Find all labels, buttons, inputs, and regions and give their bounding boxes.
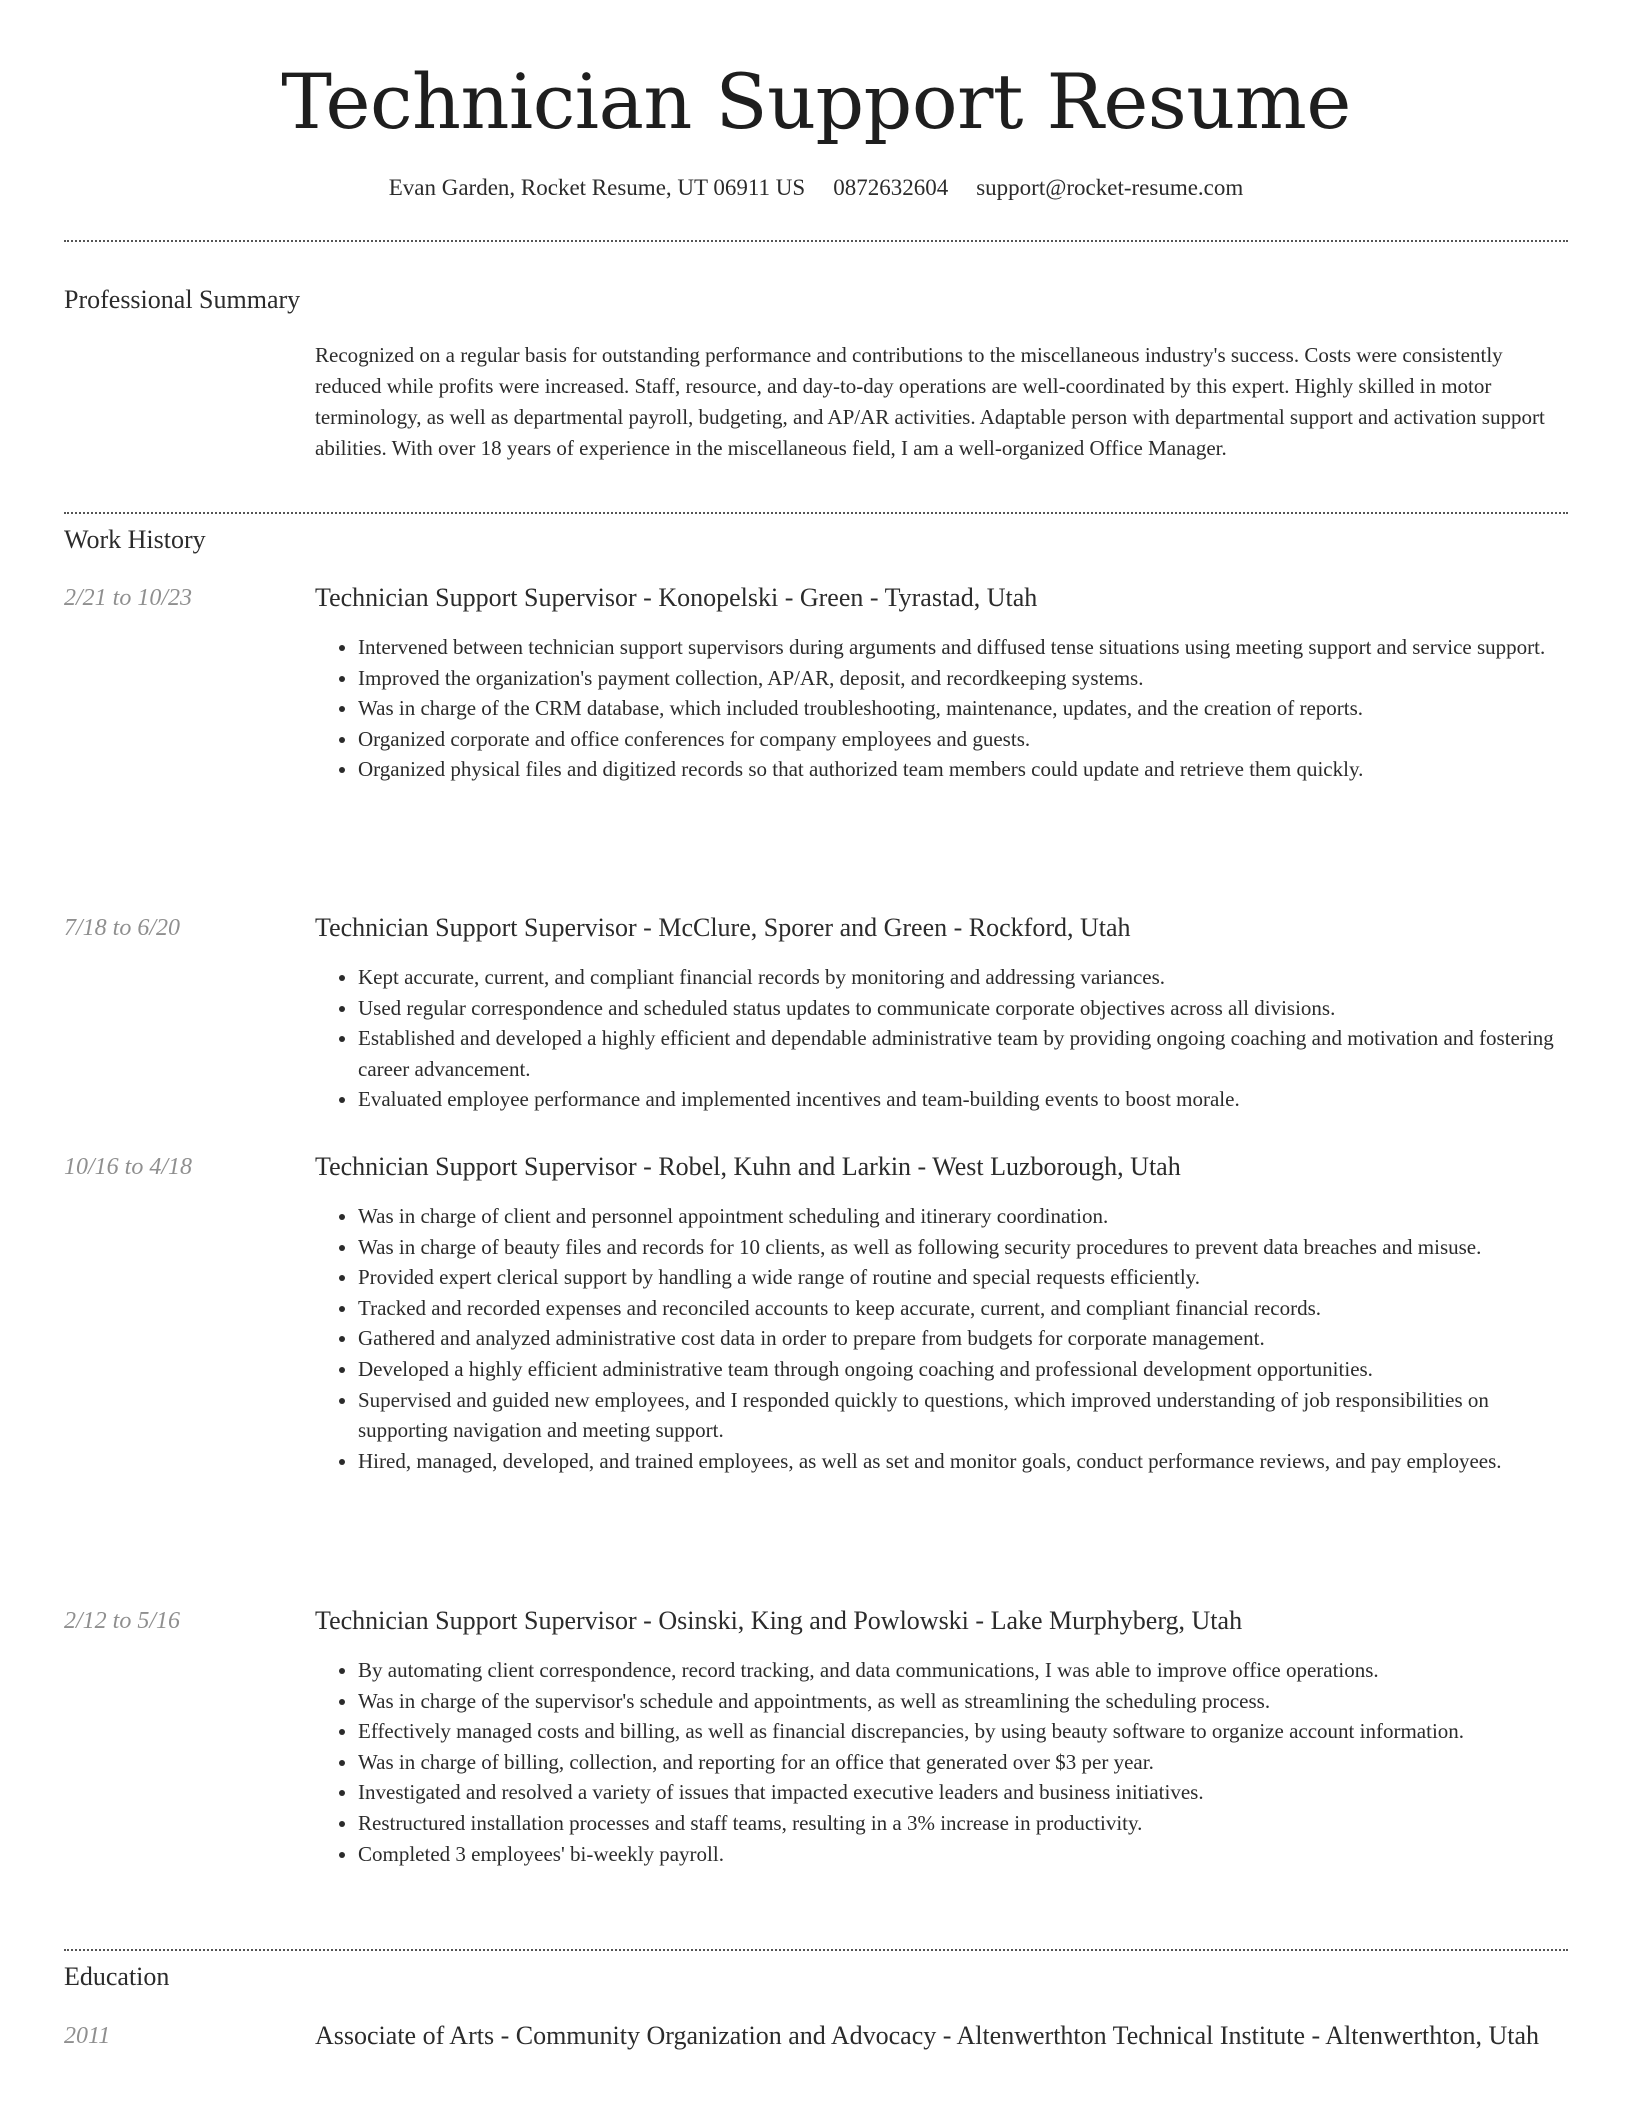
job-dates: 7/18 to 6/20 bbox=[64, 915, 181, 941]
job-bullet: • Improved the organization's payment collection, AP/AR, deposit, and recordkeeping systems. bbox=[358, 663, 1565, 694]
job-bullet: • Investigated and resolved a variety of issues that impacted executive leaders and business initiatives. bbox=[358, 1777, 1565, 1808]
resume-title: Technician Support Resume bbox=[281, 57, 1351, 146]
job-title: Technician Support Supervisor - Osinski, King and Powlowski - Lake Murphyberg, Utah bbox=[315, 1606, 1243, 1635]
contact-phone: 0872632604 bbox=[833, 175, 949, 200]
job-bullet-list bbox=[315, 1655, 1565, 1869]
job-bullet-list bbox=[315, 962, 1565, 1115]
job-bullet: • Hired, managed, developed, and trained employees, as well as set and monitor goals, conduct performance reviews, and pay employees. bbox=[358, 1446, 1565, 1477]
contact-email: support@rocket-resume.com bbox=[976, 175, 1244, 200]
job-bullet: • Intervened between technician support supervisors during arguments and diffused tense situations using meeting support and service support. bbox=[358, 632, 1565, 663]
job-dates: 2/12 to 5/16 bbox=[64, 1608, 181, 1634]
divider bbox=[64, 1949, 1568, 1951]
job-bullet: • Developed a highly efficient administrative team through ongoing coaching and professional development opportunities. bbox=[358, 1354, 1565, 1385]
job-bullet: • Evaluated employee performance and implemented incentives and team-building events to boost morale. bbox=[358, 1084, 1565, 1115]
contact-line bbox=[64, 168, 1568, 208]
job-bullet: • Established and developed a highly efficient and dependable administrative team by providing ongoing coaching and motivation and fostering career advancement. bbox=[358, 1023, 1565, 1084]
job-title: Technician Support Supervisor - McClure, Sporer and Green - Rockford, Utah bbox=[315, 913, 1131, 942]
job-title: Technician Support Supervisor - Konopelski - Green - Tyrastad, Utah bbox=[315, 583, 1038, 612]
job-bullet: • Was in charge of beauty files and records for 10 clients, as well as following security procedures to prevent data breaches and misuse. bbox=[358, 1232, 1565, 1263]
job-bullet: • Organized physical files and digitized records so that authorized team members could update and retrieve them quickly. bbox=[358, 754, 1565, 785]
job-bullet: • Kept accurate, current, and compliant financial records by monitoring and addressing variances. bbox=[358, 962, 1565, 993]
divider bbox=[64, 240, 1568, 242]
section-heading-work-history: Work History bbox=[64, 525, 206, 554]
job-bullet: • Used regular correspondence and scheduled status updates to communicate corporate objectives across all divisions. bbox=[358, 993, 1565, 1024]
job-bullet: • Was in charge of the supervisor's schedule and appointments, as well as streamlining the scheduling process. bbox=[358, 1686, 1565, 1717]
section-heading-education: Education bbox=[64, 1962, 170, 1991]
job-bullet: • Effectively managed costs and billing, as well as financial discrepancies, by using beauty software to organize account information. bbox=[358, 1716, 1565, 1747]
education-year: 2011 bbox=[64, 2023, 111, 2049]
job-bullet: • Restructured installation processes and staff teams, resulting in a 3% increase in productivity. bbox=[358, 1808, 1565, 1839]
job-bullet: • Was in charge of client and personnel appointment scheduling and itinerary coordination. bbox=[358, 1201, 1565, 1232]
section-heading-summary: Professional Summary bbox=[64, 285, 301, 314]
job-bullet: • Provided expert clerical support by handling a wide range of routine and special requests efficiently. bbox=[358, 1262, 1565, 1293]
contact-address: Evan Garden, Rocket Resume, UT 06911 US bbox=[388, 175, 806, 200]
job-bullet: • Gathered and analyzed administrative cost data in order to prepare from budgets for corporate management. bbox=[358, 1323, 1565, 1354]
job-bullet: • Tracked and recorded expenses and reconciled accounts to keep accurate, current, and compliant financial records. bbox=[358, 1293, 1565, 1324]
job-bullet: • Supervised and guided new employees, and I responded quickly to questions, which improved understanding of job responsibilities on supporting navigation and meeting support. bbox=[358, 1385, 1565, 1446]
job-bullet-list bbox=[315, 632, 1565, 785]
job-bullet: • By automating client correspondence, record tracking, and data communications, I was able to improve office operations. bbox=[358, 1655, 1565, 1686]
job-title: Technician Support Supervisor - Robel, Kuhn and Larkin - West Luzborough, Utah bbox=[315, 1152, 1181, 1181]
job-bullet: • Completed 3 employees' bi-weekly payroll. bbox=[358, 1839, 1565, 1870]
summary-text: Recognized on a regular basis for outstanding performance and contributions to the miscellaneous industry's success. Costs were consistently reduced while profits were increased. Staff, resource, and day-to-day operations are well-coordinated by this expert. Highly skilled in motor terminology, as well as departmental payroll, budgeting, and AP/AR activities. Adaptable person with departmental support and activation support abilities. With over 18 years of experience in the miscellaneous field, I am a well-organized Office Manager. bbox=[315, 343, 1545, 460]
divider bbox=[64, 512, 1568, 514]
job-bullet: • Organized corporate and office conferences for company employees and guests. bbox=[358, 724, 1565, 755]
job-dates: 2/21 to 10/23 bbox=[64, 585, 193, 611]
job-dates: 10/16 to 4/18 bbox=[64, 1154, 193, 1180]
job-bullet: • Was in charge of billing, collection, and reporting for an office that generated over $3 per year. bbox=[358, 1747, 1565, 1778]
job-bullet: • Was in charge of the CRM database, which included troubleshooting, maintenance, updates, and the creation of reports. bbox=[358, 693, 1565, 724]
education-title: Associate of Arts - Community Organization and Advocacy - Altenwerthton Technical Institute - Altenwerthton, Utah bbox=[315, 2021, 1540, 2050]
job-bullet-list bbox=[315, 1201, 1565, 1476]
